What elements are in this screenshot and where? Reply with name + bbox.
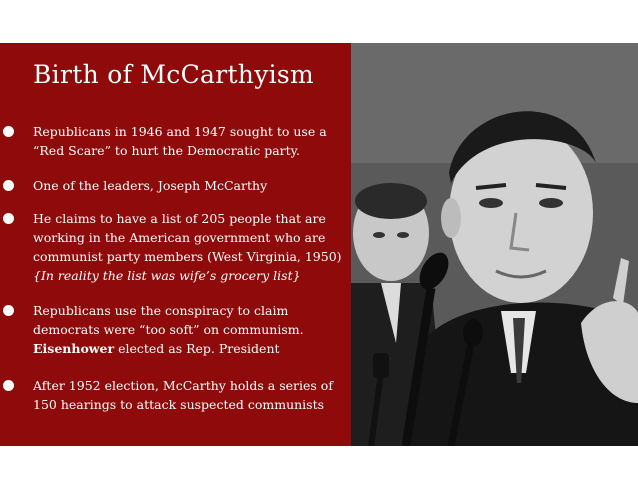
mccarthy-photo — [351, 43, 638, 446]
slide-title: Birth of McCarthyism — [33, 60, 315, 89]
bullet-item — [33, 122, 345, 160]
bullet-text-after: elected as Rep. President — [114, 341, 280, 356]
bullet-text: Republicans in 1946 and 1947 sought to use a “Red Scare” to hurt the Democratic party. — [33, 124, 327, 158]
bullet-text: He claims to have a list of 205 people that are working in the American government who are communist party members (West Virginia, 1950) — [33, 211, 342, 264]
bullet-text: One of the leaders, Joseph McCarthy — [33, 178, 268, 193]
bullet-item — [33, 301, 345, 358]
bullet-text: Republicans use the conspiracy to claim democrats were “too soft” on communism. — [33, 303, 304, 337]
bullet-item — [33, 209, 345, 285]
bullet-dot-icon — [3, 380, 14, 391]
bullet-item — [33, 176, 345, 195]
bullet-dot-icon — [3, 180, 14, 191]
bullet-text: After 1952 election, McCarthy holds a series of 150 hearings to attack suspected communists — [33, 378, 333, 412]
bullet-dot-icon — [3, 305, 14, 316]
slide — [0, 43, 638, 446]
bullet-dot-icon — [3, 213, 14, 224]
bullet-item — [33, 376, 345, 414]
bullet-bold-term: Eisenhower — [33, 341, 115, 356]
bullet-italic-note: {In reality the list was wife’s grocery list} — [33, 268, 301, 283]
photograph-icon — [351, 43, 638, 446]
bullet-dot-icon — [3, 126, 14, 137]
